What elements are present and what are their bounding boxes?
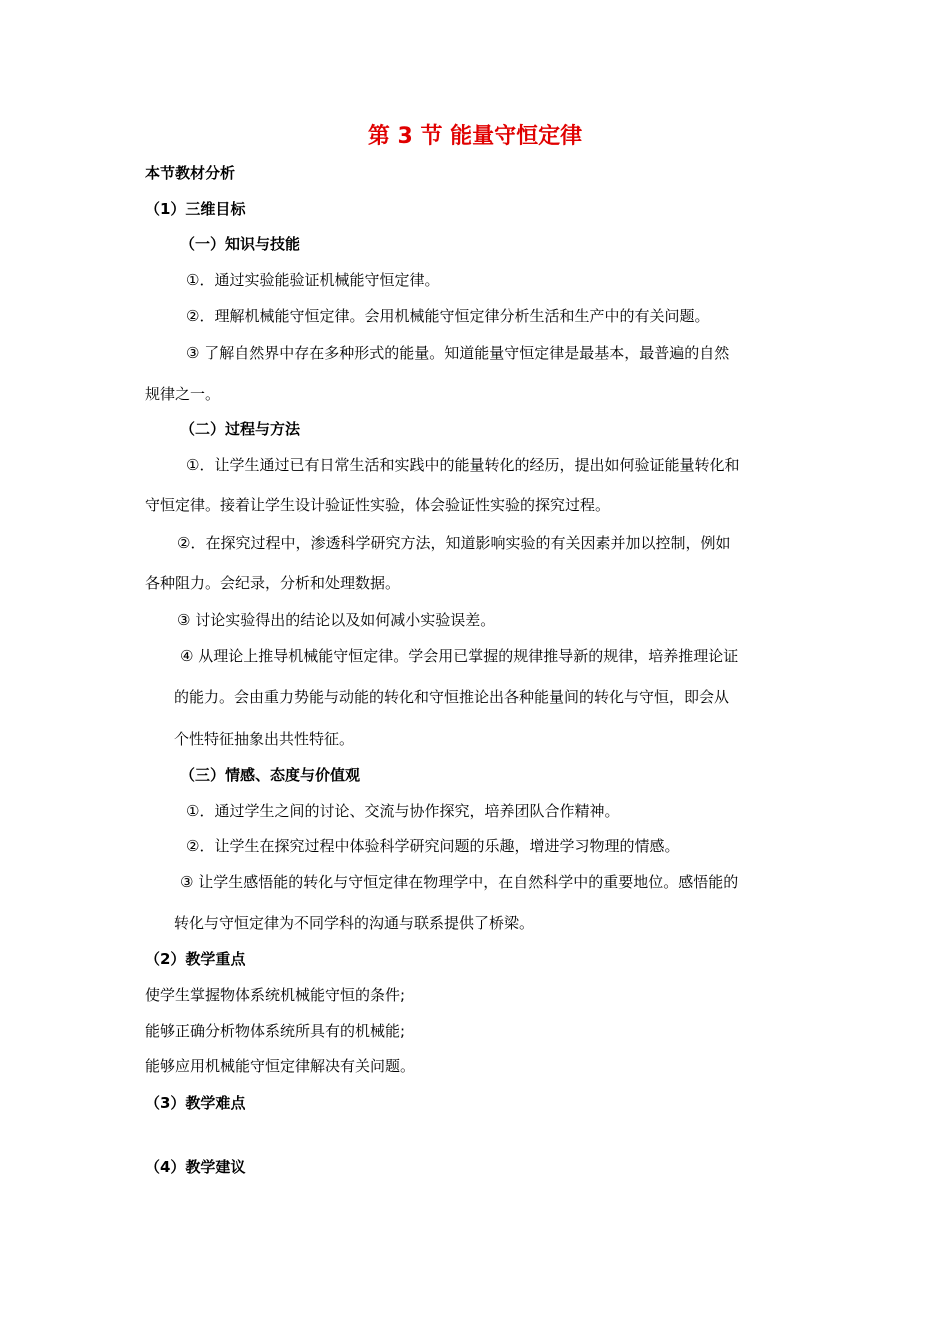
emotion-item-continued: 转化与守恒定律为不同学科的沟通与联系提供了桥梁。 <box>174 914 535 932</box>
suggestions-heading: （4）教学建议 <box>145 1158 246 1176</box>
knowledge-item: ③ 了解自然界中存在多种形式的能量。知道能量守恒定律是最基本，最普遍的自然 <box>186 344 730 362</box>
emotion-item: ③ 让学生感悟能的转化与守恒定律在物理学中，在自然科学中的重要地位。感悟能的 <box>180 873 739 891</box>
process-item: ①．让学生通过已有日常生活和实践中的能量转化的经历，提出如何验证能量转化和 <box>186 456 740 474</box>
process-item-continued: 守恒定律。接着让学生设计验证性实验，体会验证性实验的探究过程。 <box>145 496 611 514</box>
knowledge-item-continued: 规律之一。 <box>145 385 221 403</box>
process-item-continued: 个性特征抽象出共性特征。 <box>174 730 355 748</box>
process-item-continued: 的能力。会由重力势能与动能的转化和守恒推论出各种能量间的转化与守恒，即会从 <box>174 688 730 706</box>
knowledge-item: ②．理解机械能守恒定律。会用机械能守恒定律分析生活和生产中的有关问题。 <box>186 307 710 325</box>
difficulties-heading: （3）教学难点 <box>145 1094 246 1112</box>
emotion-item: ①．通过学生之间的讨论、交流与协作探究，培养团队合作精神。 <box>186 802 620 820</box>
key-points-heading: （2）教学重点 <box>145 950 246 968</box>
process-heading: （二）过程与方法 <box>180 420 301 438</box>
knowledge-item: ①．通过实验能验证机械能守恒定律。 <box>186 271 440 289</box>
process-item: ④ 从理论上推导机械能守恒定律。学会用已掌握的规律推导新的规律，培养推理论证 <box>180 647 739 665</box>
key-point-item: 使学生掌握物体系统机械能守恒的条件; <box>145 986 406 1004</box>
knowledge-heading: （一）知识与技能 <box>180 235 301 253</box>
section-heading: 本节教材分析 <box>145 164 236 182</box>
process-item: ②．在探究过程中，渗透科学研究方法，知道影响实验的有关因素并加以控制，例如 <box>177 534 731 552</box>
emotion-heading: （三）情感、态度与价值观 <box>180 766 361 784</box>
process-item: ③ 讨论实验得出的结论以及如何减小实验误差。 <box>177 611 496 629</box>
key-point-item: 能够正确分析物体系统所具有的机械能; <box>145 1022 406 1040</box>
process-item-continued: 各种阻力。会纪录，分析和处理数据。 <box>145 574 401 592</box>
page-title: 第 3 节 能量守恒定律 <box>367 124 583 149</box>
key-point-item: 能够应用机械能守恒定律解决有关问题。 <box>145 1057 416 1075</box>
emotion-item: ②．让学生在探究过程中体验科学研究问题的乐趣，增进学习物理的情感。 <box>186 837 680 855</box>
goals-heading: （1）三维目标 <box>145 200 246 218</box>
